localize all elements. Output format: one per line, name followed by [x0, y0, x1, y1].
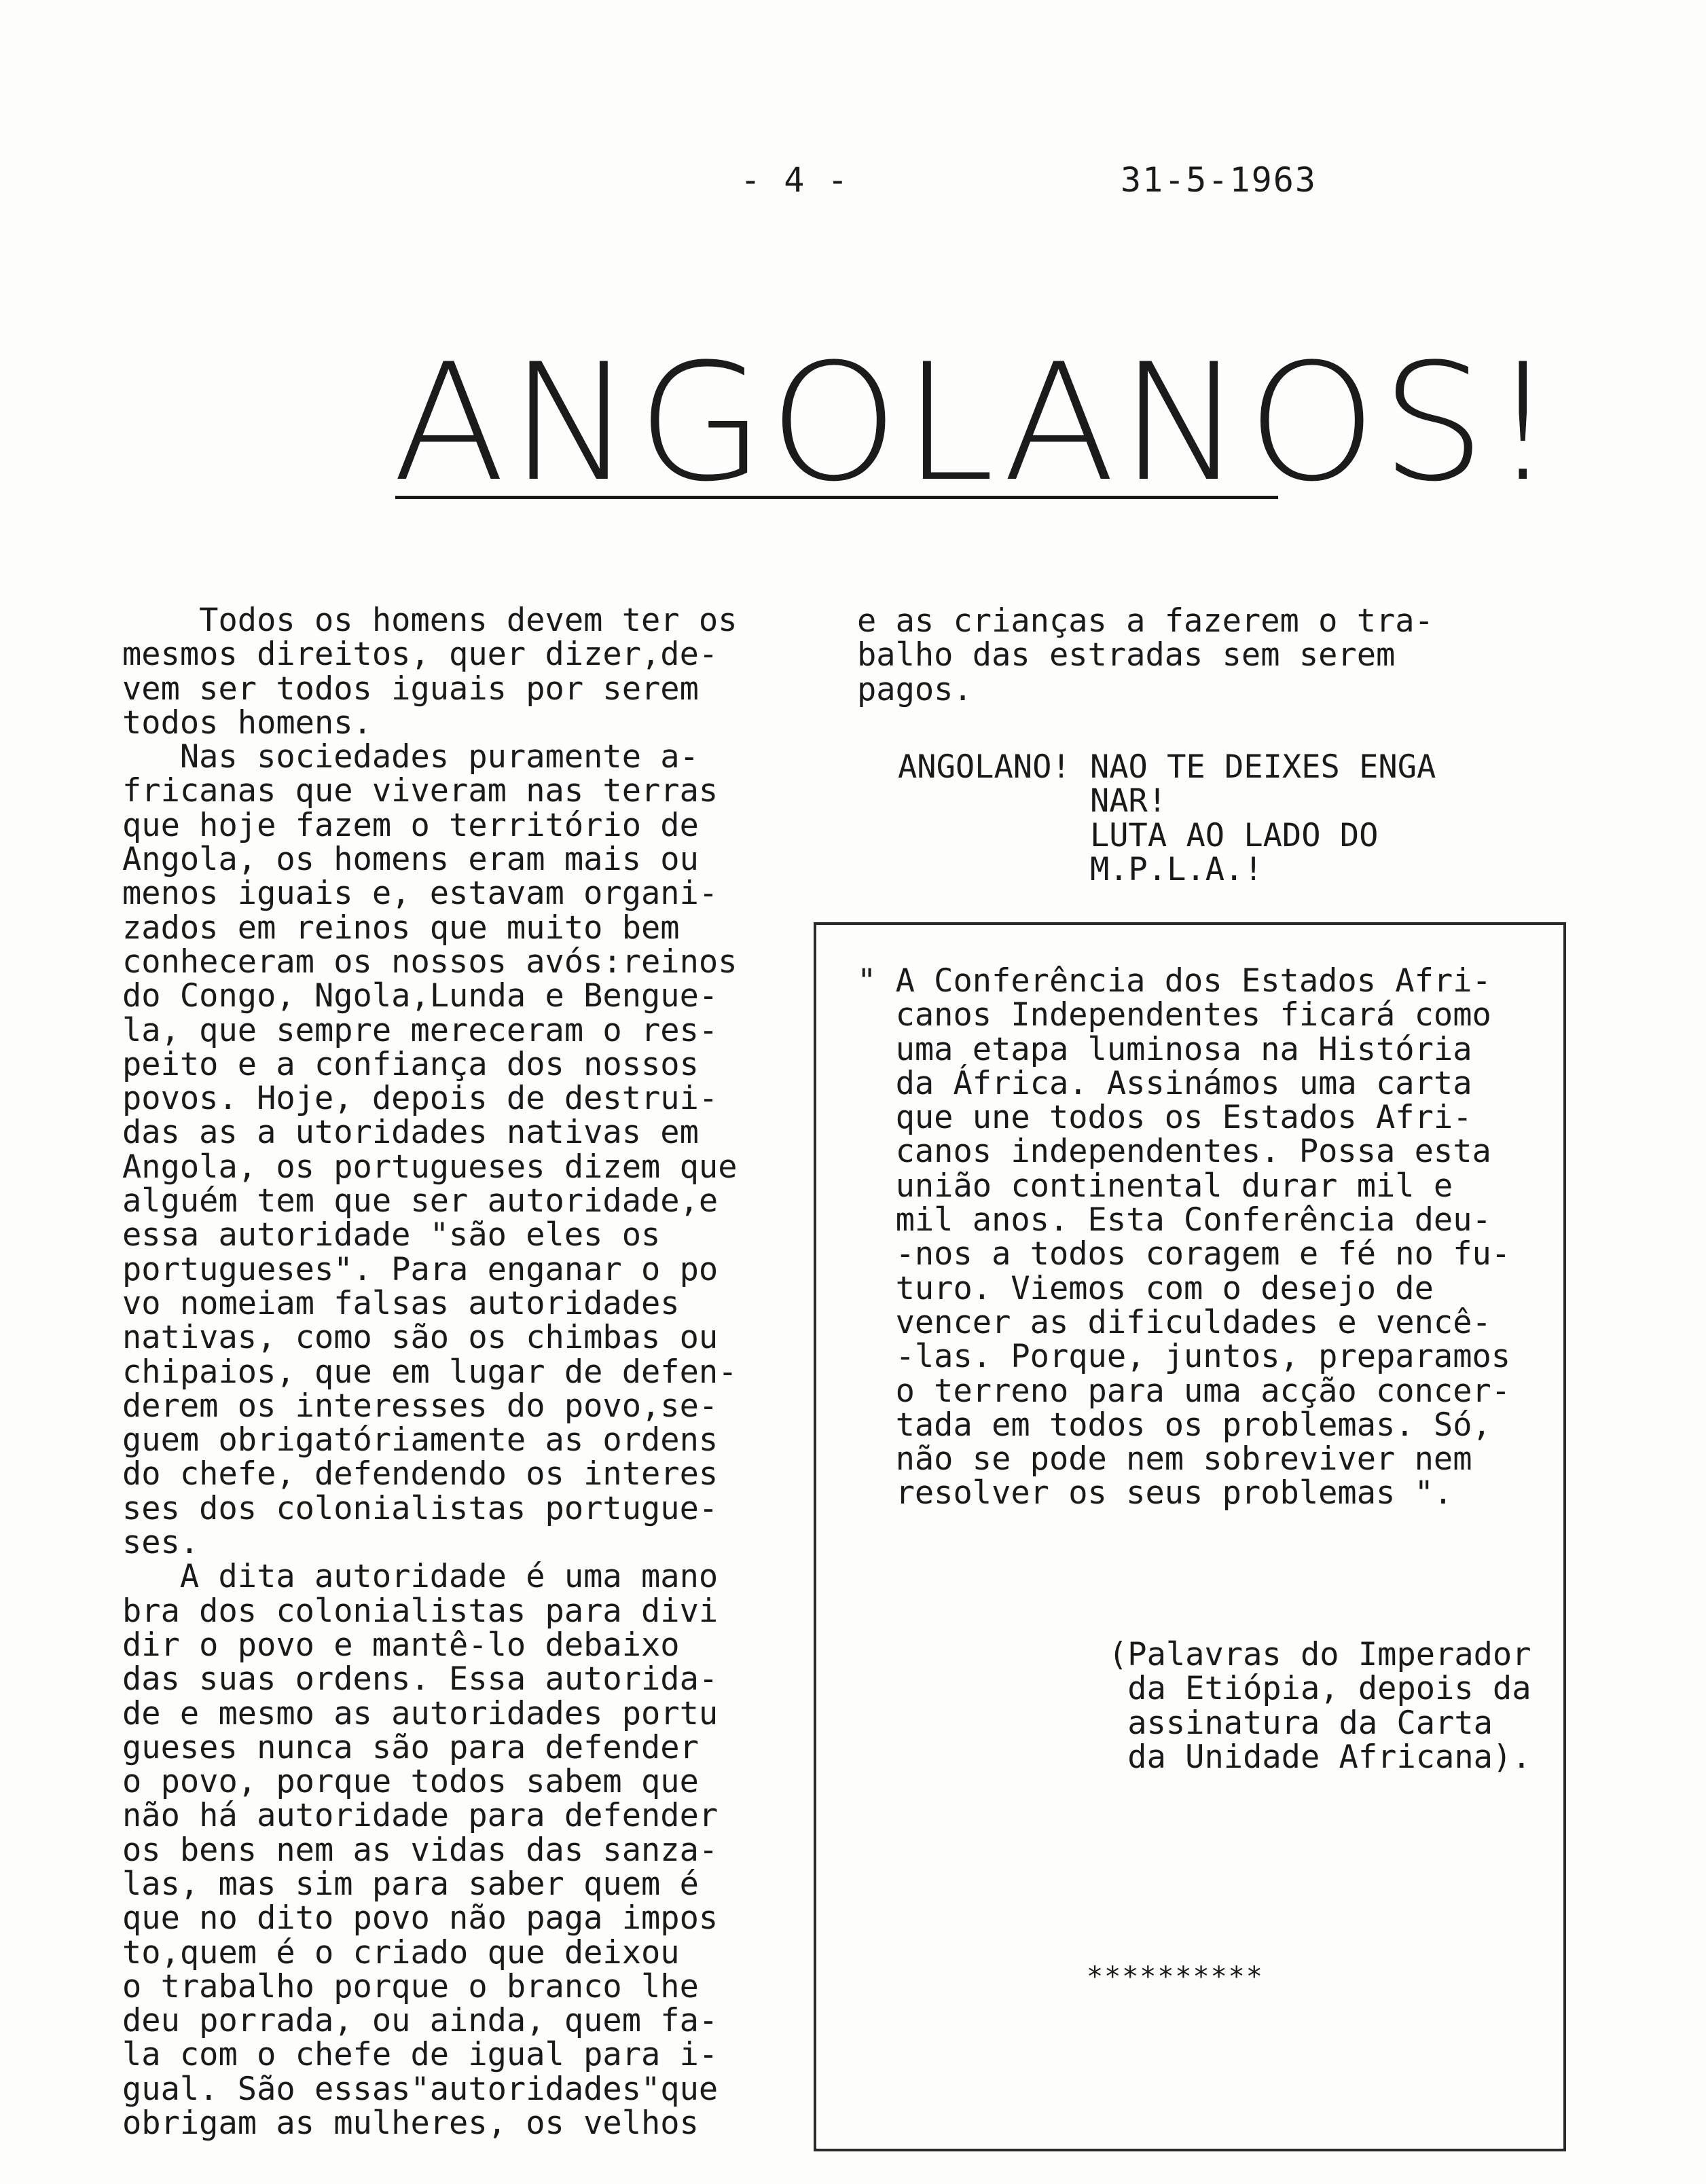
text-line: deu porrada, ou ainda, quem fa- — [122, 2002, 719, 2040]
right-column-text — [857, 604, 1434, 707]
masthead-underline — [395, 496, 1278, 499]
issue-date: 31-5-1963 — [1121, 160, 1317, 200]
text-line: Nas sociedades puramente a- — [122, 738, 699, 776]
text-line: fricanas que viveram nas terras — [122, 772, 719, 810]
text-line: Angola, os homens eram mais ou — [122, 841, 699, 879]
text-line: que no dito povo não paga impos — [122, 1899, 719, 1937]
quote-line: uma etapa luminosa na História — [857, 1030, 1472, 1068]
quote-line: vencer as dificuldades e vencê- — [857, 1303, 1491, 1341]
text-line: das as a utoridades nativas em — [122, 1114, 699, 1152]
quote-line: -las. Porque, juntos, preparamos — [857, 1338, 1511, 1376]
quote-line: canos independentes. Possa esta — [857, 1133, 1491, 1171]
quote-attribution — [1108, 1638, 1531, 1774]
quote-line: que une todos os Estados Afri- — [857, 1099, 1472, 1137]
quote-line: resolver os seus problemas ". — [857, 1474, 1453, 1512]
text-line: todos homens. — [122, 704, 372, 742]
text-line: Angola, os portugueses dizem que — [122, 1148, 738, 1186]
text-line: não há autoridade para defender — [122, 1797, 719, 1835]
text-line: la, que sempre mereceram o res- — [122, 1011, 719, 1049]
attribution-line: da Unidade Africana). — [1108, 1738, 1531, 1776]
quote-line: tada em todos os problemas. Só, — [857, 1406, 1491, 1444]
text-line: Todos os homens devem ter os — [122, 602, 738, 639]
text-line: do chefe, defendendo os interes — [122, 1455, 719, 1493]
text-line: portugueses". Para enganar o po — [122, 1250, 719, 1288]
text-line: chipaios, que em lugar de defen- — [122, 1353, 738, 1391]
quote-line: turo. Viemos com o desejo de — [857, 1269, 1434, 1307]
quote-line: canos Independentes ficará como — [857, 996, 1491, 1034]
text-line: e as crianças a fazerem o tra- — [857, 602, 1434, 640]
separator-stars: ********** — [1087, 1961, 1264, 1992]
quote-text — [857, 964, 1510, 1511]
attribution-line: (Palavras do Imperador — [1108, 1636, 1531, 1673]
text-line: os bens nem as vidas das sanza- — [122, 1831, 719, 1869]
text-line: pagos. — [857, 670, 973, 708]
text-line: vem ser todos iguais por serem — [122, 670, 699, 708]
text-line: essa autoridade "são eles os — [122, 1216, 661, 1254]
text-line: das suas ordens. Essa autorida- — [122, 1660, 719, 1698]
text-line: derem os interesses do povo,se- — [122, 1387, 719, 1425]
text-line: A dita autoridade é uma mano — [122, 1558, 719, 1596]
slogan — [898, 750, 1436, 887]
text-line: do Congo, Ngola,Lunda e Bengue- — [122, 977, 719, 1015]
text-line: nativas, como são os chimbas ou — [122, 1319, 719, 1357]
quote-line: " A Conferência dos Estados Afri- — [857, 962, 1491, 1000]
slogan-line: M.P.L.A.! — [898, 850, 1263, 888]
text-line: dir o povo e mantê-lo debaixo — [122, 1626, 680, 1664]
text-line: mesmos direitos, quer dizer,de- — [122, 636, 719, 674]
text-line: balho das estradas sem serem — [857, 636, 1396, 674]
text-line: alguém tem que ser autoridade,e — [122, 1182, 719, 1220]
text-line: zados em reinos que muito bem — [122, 909, 680, 947]
quote-line: união continental durar mil e — [857, 1167, 1453, 1205]
text-line: peito e a confiança dos nossos — [122, 1045, 699, 1083]
text-line: o povo, porque todos sabem que — [122, 1763, 699, 1801]
left-column — [122, 604, 737, 2141]
text-line: conheceram os nossos avós:reinos — [122, 943, 738, 981]
quote-line: não se pode nem sobreviver nem — [857, 1440, 1472, 1478]
attribution-line: da Etiópia, depois da — [1108, 1670, 1531, 1708]
text-line: ses dos colonialistas portugue- — [122, 1489, 719, 1527]
quote-line: da África. Assinámos uma carta — [857, 1064, 1472, 1102]
text-line: ses. — [122, 1524, 200, 1562]
text-line: to,quem é o criado que deixou — [122, 1933, 680, 1971]
text-line: las, mas sim para saber quem é — [122, 1865, 699, 1903]
masthead-title: ANGOLANOS! — [393, 329, 1561, 517]
slogan-line: LUTA AO LADO DO — [898, 816, 1379, 854]
text-line: de e mesmo as autoridades portu — [122, 1694, 719, 1732]
text-line: gueses nunca são para defender — [122, 1728, 699, 1766]
text-line: menos iguais e, estavam organi- — [122, 875, 719, 913]
quote-line: -nos a todos coragem e fé no fu- — [857, 1235, 1511, 1273]
text-line: povos. Hoje, depois de destrui- — [122, 1080, 719, 1118]
attribution-line: assinatura da Carta — [1108, 1704, 1493, 1742]
text-line: obrigam as mulheres, os velhos — [122, 2105, 699, 2143]
text-line: guem obrigatóriamente as ordens — [122, 1421, 719, 1459]
text-line: que hoje fazem o território de — [122, 806, 699, 844]
slogan-line: ANGOLANO! NAO TE DEIXES ENGA — [898, 748, 1436, 786]
text-line: gual. São essas"autoridades"que — [122, 2070, 719, 2108]
slogan-line: NAR! — [898, 782, 1167, 820]
text-line: vo nomeiam falsas autoridades — [122, 1284, 680, 1322]
quote-line: o terreno para uma acção concer- — [857, 1372, 1511, 1410]
text-line: bra dos colonialistas para divi — [122, 1592, 719, 1630]
text-line: o trabalho porque o branco lhe — [122, 1967, 699, 2005]
quote-line: mil anos. Esta Conferência deu- — [857, 1201, 1491, 1239]
page-number: - 4 - — [740, 160, 850, 200]
text-line: la com o chefe de igual para i- — [122, 2036, 719, 2074]
